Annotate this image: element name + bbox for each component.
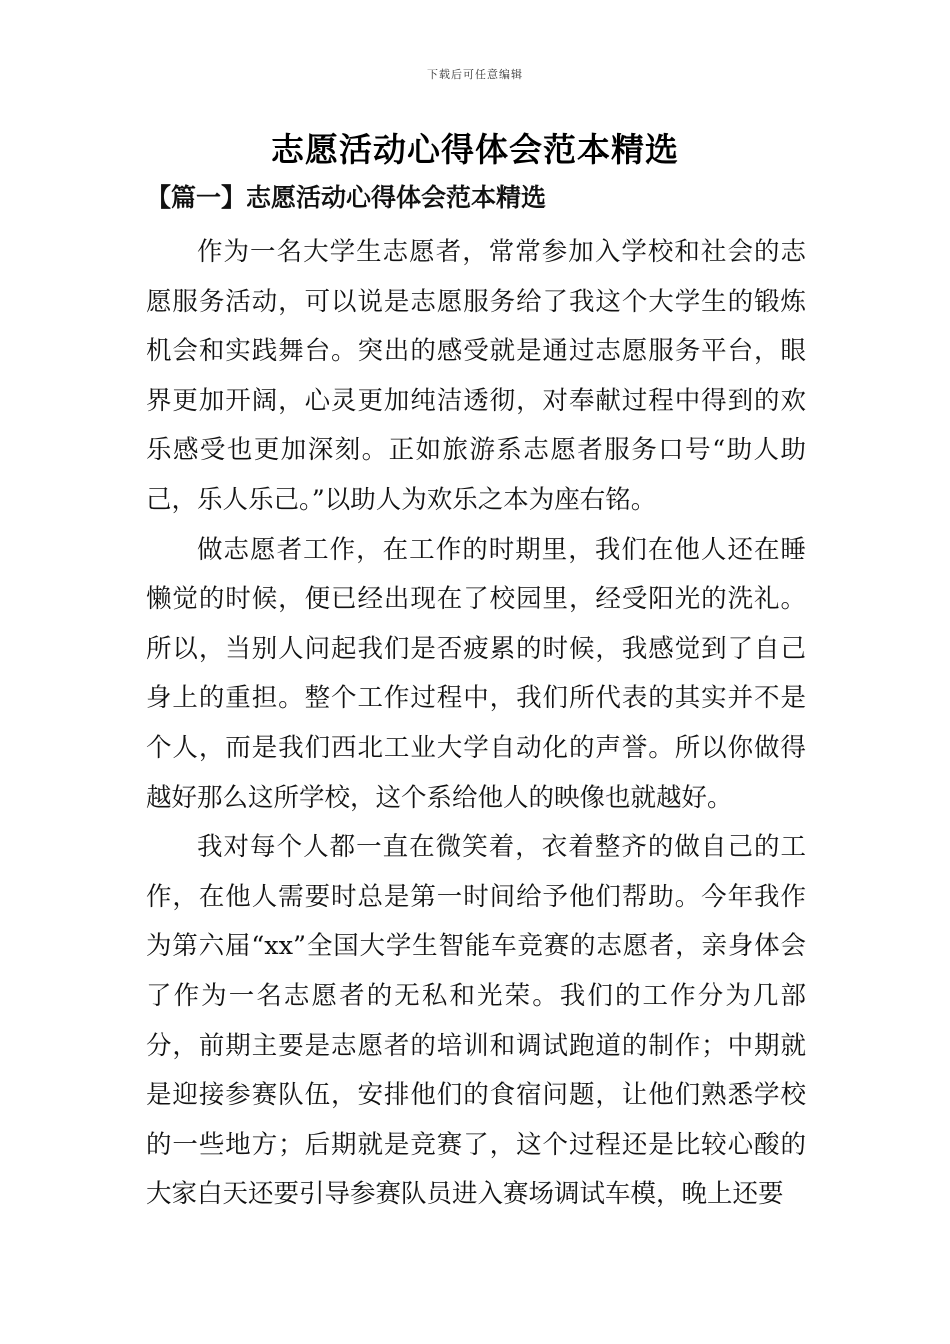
page-header-note: 下载后可任意编辑 (427, 68, 523, 81)
body-paragraph: 作为一名大学生志愿者，常常参加入学校和社会的志愿服务活动，可以说是志愿服务给了我这个大学生的锻炼机会和实践舞台。突出的感受就是通过志愿服务平台，眼界更加开阔，心灵更加纯洁透彻，对奉献过程中得到的欢乐感受也更加深刻。正如旅游系志愿者服务口号“助人助己，乐人乐己。”以助人为欢乐之本为座右铭。 (146, 237, 806, 515)
section-heading: 【篇一】志愿活动心得体会范本精选 (146, 183, 547, 212)
body-paragraph: 做志愿者工作，在工作的时期里，我们在他人还在睡懒觉的时候，便已经出现在了校园里，经受阳光的洗礼。所以，当别人问起我们是否疲累的时候，我感觉到了自己身上的重担。整个工作过程中，我们所代表的其实并不是个人，而是我们西北工业大学自动化的声誉。所以你做得越好那么这所学校，这个系给他人的映像也就越好。 (146, 534, 806, 813)
body-paragraph: 我对每个人都一直在微笑着，衣着整齐的做自己的工作，在他人需要时总是第一时间给予他们帮助。今年我作为第六届“xx”全国大学生智能车竞赛的志愿者，亲身体会了作为一名志愿者的无私和光荣。我们的工作分为几部分，前期主要是志愿者的培训和调试跑道的制作；中期就是迎接参赛队伍，安排他们的食宿问题，让他们熟悉学校的一些地方；后期就是竞赛了，这个过程还是比较心酸的大家白天还要引导参赛队员进入赛场调试车模，晚上还要 (146, 832, 806, 1210)
document-title: 志愿活动心得体会范本精选 (271, 130, 679, 169)
document-body (146, 228, 806, 1220)
